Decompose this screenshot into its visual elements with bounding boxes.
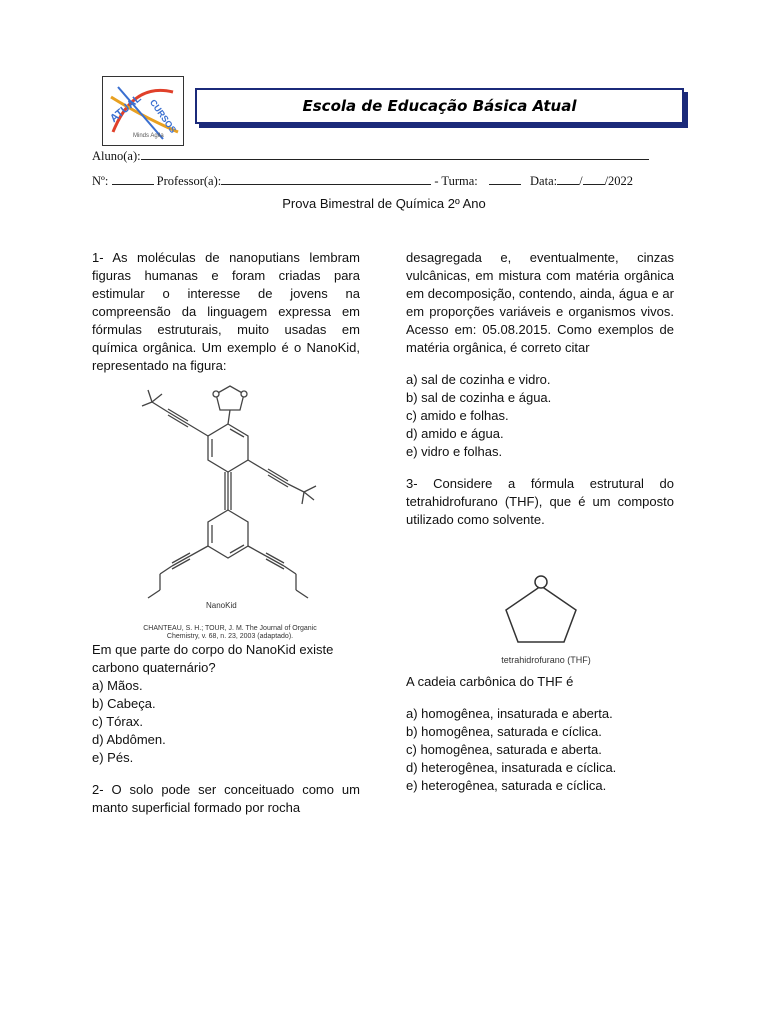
- option-item[interactable]: a) Mãos.: [92, 678, 143, 693]
- option-item[interactable]: b) sal de cozinha e água.: [406, 390, 552, 405]
- numero-label: Nº:: [92, 174, 109, 188]
- thf-caption: tetrahidrofurano (THF): [501, 655, 591, 665]
- nanokid-upper-ring: [208, 424, 248, 472]
- option-item[interactable]: a) homogênea, insaturada e aberta.: [406, 706, 613, 721]
- option-item[interactable]: c) Tórax.: [92, 714, 144, 729]
- option-item[interactable]: e) heterogênea, saturada e cíclica.: [406, 778, 607, 793]
- school-logo: [102, 76, 184, 146]
- thf-figure: [486, 570, 606, 665]
- logo-motto: Minds Agila: [133, 133, 164, 139]
- data-year: /2022: [604, 174, 634, 188]
- nanokid-lower-ring: [208, 510, 248, 558]
- option-item[interactable]: e) vidro e folhas.: [406, 444, 503, 459]
- data-month-field[interactable]: [583, 173, 605, 185]
- numero-field[interactable]: [112, 173, 154, 185]
- question-3-options: [406, 705, 674, 795]
- info-row: Nº: Professor(a): - Turma: Data: / /2022: [92, 174, 634, 188]
- option-item[interactable]: e) Pés.: [92, 750, 134, 765]
- turma-field[interactable]: [489, 173, 521, 185]
- student-name-row: [92, 148, 649, 164]
- left-column: [92, 249, 360, 375]
- data-day-field[interactable]: [557, 173, 579, 185]
- question-2-options: [406, 371, 674, 461]
- professor-field[interactable]: [221, 173, 431, 185]
- school-title-box: [195, 88, 684, 124]
- nanokid-label: NanoKid: [206, 601, 237, 610]
- question-1-intro: 1- As moléculas de nanoputians lembram figuras humanas e foram criadas para estimular o interesse de jovens na compreensão da linguagem expressa em fórmulas estruturais, muito usadas em química orgânica. Um exemplo é o NanoKid, representado na figura:: [92, 250, 360, 373]
- nanokid-structure: [130, 380, 330, 620]
- option-item[interactable]: d) Abdômen.: [92, 732, 166, 747]
- nanokid-figure: [130, 380, 330, 642]
- question-2-continuation: desagregada e, eventualmente, cinzas vulcânicas, em mistura com matéria orgânica em decomposição, contendo, ainda, água e ar em proporções variáveis e organismos vivos. Acesso em: 05.08.2015. Como exemplos de matéria orgânica, é correto citar: [406, 250, 674, 355]
- professor-label: Professor(a):: [156, 174, 222, 188]
- option-item[interactable]: c) homogênea, saturada e aberta.: [406, 742, 602, 757]
- option-item[interactable]: d) heterogênea, insaturada e cíclica.: [406, 760, 617, 775]
- school-title: Escola de Educação Básica Atual: [302, 97, 577, 115]
- right-column: [406, 249, 674, 529]
- logo-text-left: ATUAL: [108, 92, 144, 126]
- option-item[interactable]: c) amido e folhas.: [406, 408, 509, 423]
- option-item[interactable]: b) homogênea, saturada e cíclica.: [406, 724, 602, 739]
- option-item[interactable]: a) sal de cozinha e vidro.: [406, 372, 551, 387]
- question-1-block: [92, 641, 360, 817]
- logo-text-right: CURSOS: [147, 97, 179, 135]
- question-1-options: [92, 677, 360, 767]
- option-item[interactable]: b) Cabeça.: [92, 696, 156, 711]
- question-2-intro: 2- O solo pode ser conceituado como um manto superficial formado por rocha: [92, 782, 360, 815]
- thf-structure: [486, 570, 606, 650]
- figure-credit-1: CHANTEAU, S. H.; TOUR, J. M. The Journal of Organic: [143, 625, 317, 632]
- exam-title: Prova Bimestral de Química 2º Ano: [282, 196, 486, 211]
- logo-graphic: [103, 77, 183, 145]
- turma-label: - Turma:: [434, 174, 478, 188]
- nanokid-head: [216, 386, 244, 410]
- aluno-field[interactable]: [141, 148, 649, 160]
- question-3-intro: 3- Considere a fórmula estrutural do tetrahidrofurano (THF), que é um composto utilizado como solvente.: [406, 476, 674, 527]
- figure-credit-2: Chemistry, v. 68, n. 23, 2003 (adaptado).: [166, 633, 294, 640]
- question-3-question: A cadeia carbônica do THF é: [406, 674, 574, 689]
- option-item[interactable]: d) amido e água.: [406, 426, 504, 441]
- data-label: Data:: [530, 174, 558, 188]
- question-1-question: Em que parte do corpo do NanoKid existe carbono quaternário?: [92, 642, 334, 675]
- aluno-label: Aluno(a):: [92, 149, 141, 163]
- question-3-block: [406, 673, 674, 795]
- oxygen-atom: [535, 576, 547, 588]
